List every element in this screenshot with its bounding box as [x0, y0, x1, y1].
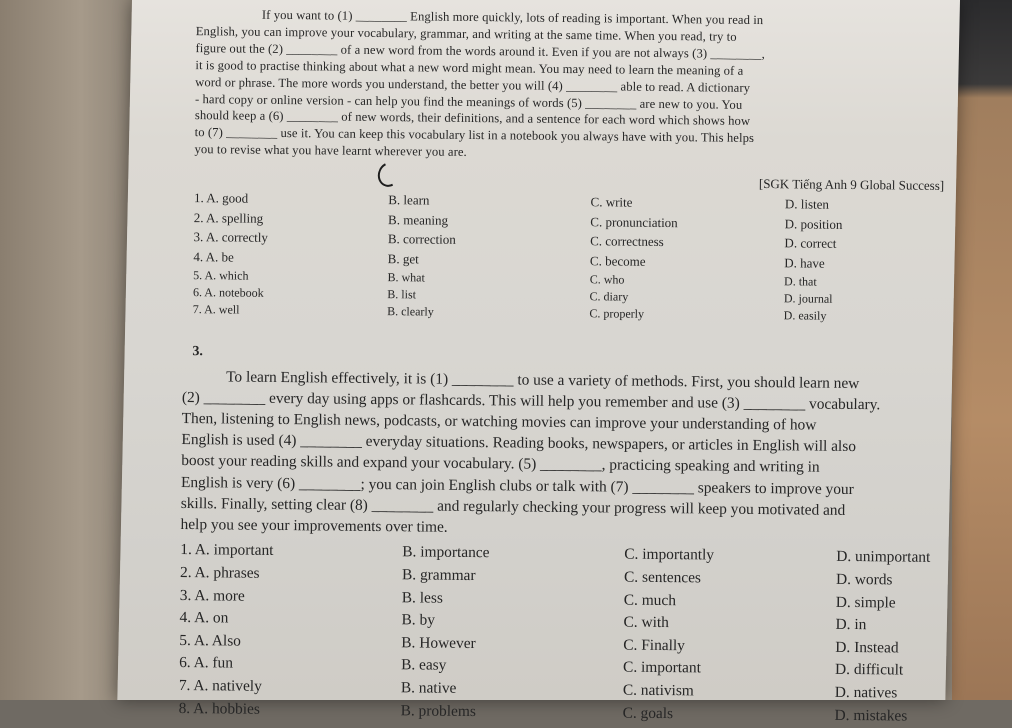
option-d: D. words [835, 570, 893, 589]
option-b: B. problems [400, 701, 476, 720]
passage-3-line: skills. Finally, setting clear (8) ________ and regularly checking your progress will keep you motivated and [180, 494, 846, 519]
option-c: C. pronunciation [590, 213, 678, 230]
option-c: C. become [589, 252, 646, 269]
option-a: 1. A. important [180, 541, 274, 560]
option-b: B. importance [402, 543, 490, 562]
passage-3-line: To learn English effectively, it is (1) ________ to use a variety of methods. First, you should learn new [226, 367, 860, 392]
option-d: D. have [784, 255, 825, 271]
option-a: 7. A. natively [178, 676, 262, 695]
option-d: D. mistakes [834, 706, 908, 725]
option-c: C. nativism [622, 681, 694, 700]
option-a: 7. A. well [192, 301, 240, 317]
option-d: D. natives [834, 683, 898, 702]
option-d: D. unimportant [836, 548, 931, 567]
passage-2-options [193, 188, 894, 325]
option-d: D. Instead [835, 638, 899, 657]
passage-2-line: word or phrase. The more words you understand, the better you will (4) ________ able to read. A dictionary [195, 74, 751, 95]
option-c: C. much [623, 591, 677, 609]
passage-2-line: it is good to practise thinking about what a new word might mean. You may need to learn the meaning of a [195, 57, 744, 78]
option-d: D. listen [784, 196, 830, 212]
option-a: 2. A. spelling [193, 209, 264, 226]
option-a: 3. A. correctly [193, 229, 269, 246]
passage-3-options [179, 539, 971, 728]
passage-2-line: you to revise what you have learnt wherever you are. [194, 142, 467, 160]
option-a: 3. A. more [179, 586, 245, 605]
passage-3-line: English is used (4) ________ everyday situations. Reading books, newspapers, or articles in English will also [181, 431, 857, 456]
option-c: C. Finally [623, 636, 685, 655]
passage-3-line: help you see your improvements over time. [180, 515, 448, 536]
option-c: C. write [590, 194, 633, 210]
passage-3-line: English is very (6) ________; you can join English clubs or talk with (7) ________ speakers to improve your [180, 473, 854, 498]
passage-2-line: If you want to (1) ________ English more quickly, lots of reading is important. When you read in [261, 7, 764, 28]
option-a: 5. A. which [193, 267, 249, 283]
option-b: B. native [400, 679, 457, 697]
passage-2-line: should keep a (6) ________ of new words, their definitions, and a sentence for each word which shows how [194, 108, 751, 129]
option-b: B. by [401, 611, 436, 629]
section-number: 3. [192, 343, 203, 359]
option-a: 2. A. phrases [179, 564, 260, 582]
option-b: B. grammar [401, 566, 476, 585]
source-citation: [SGK Tiếng Anh 9 Global Success] [758, 176, 945, 194]
option-d: D. easily [783, 307, 827, 323]
option-d: D. simple [835, 593, 896, 612]
passage-3-text [180, 366, 962, 544]
option-d: D. difficult [834, 661, 904, 679]
option-c: C. properly [589, 305, 645, 321]
worksheet [179, 6, 946, 728]
option-c: C. who [589, 271, 625, 287]
option-b: B. list [387, 286, 417, 301]
option-d: D. position [784, 215, 843, 232]
option-c: C. sentences [623, 568, 702, 587]
option-a: 6. A. notebook [192, 284, 264, 300]
option-a: 5. A. Also [179, 631, 242, 650]
passage-2-line: figure out the (2) ________ of a new word from the words around it. Even if you are not always (3) ________, [195, 40, 765, 61]
option-c: C. goals [622, 704, 674, 722]
option-c: C. with [623, 613, 669, 632]
option-d: D. that [784, 273, 817, 289]
option-a: 6. A. fun [179, 654, 234, 672]
option-a: 8. A. hobbies [178, 699, 260, 718]
option-d: D. correct [784, 235, 837, 251]
option-b: B. correction [387, 231, 456, 247]
option-d: D. in [835, 616, 867, 634]
passage-2-text [194, 6, 916, 166]
passage-3-line: boost your reading skills and expand your vocabulary. (5) ________, practicing speaking and writing in [181, 452, 820, 477]
option-b: B. what [387, 269, 425, 285]
option-c: C. importantly [624, 546, 715, 565]
option-c: C. diary [589, 288, 629, 304]
option-a: 4. A. be [193, 248, 234, 265]
option-b: B. less [401, 588, 443, 607]
option-b: B. clearly [387, 303, 434, 319]
passage-3-line: (2) ________ every day using apps or flashcards. This will help you remember and use (3) ________ vocabulary. [181, 388, 881, 414]
passage-2-line: - hard copy or online version - can help you find the meanings of words (5) ________ are new to you. You [194, 91, 743, 112]
option-b: B. However [401, 634, 476, 652]
option-b: B. get [387, 250, 419, 267]
section-3 [179, 344, 943, 728]
option-b: B. learn [388, 192, 430, 208]
option-a: 4. A. on [179, 609, 229, 627]
option-b: B. meaning [388, 211, 449, 228]
option-c: C. correctness [590, 233, 664, 250]
option-d: D. journal [783, 290, 833, 306]
option-a: 1. A. good [193, 190, 249, 206]
passage-2-line: to (7) ________ use it. You can keep this vocabulary list in a notebook you always have with you. This helps [194, 125, 755, 146]
option-b: B. easy [401, 656, 447, 675]
option-c: C. important [623, 659, 701, 677]
passage-2-line: English, you can improve your vocabulary, grammar, and writing at the same time. When you read, try to [195, 24, 737, 44]
passage-3-line: Then, listening to English news, podcasts, or watching movies can improve your understanding of how [181, 409, 817, 434]
